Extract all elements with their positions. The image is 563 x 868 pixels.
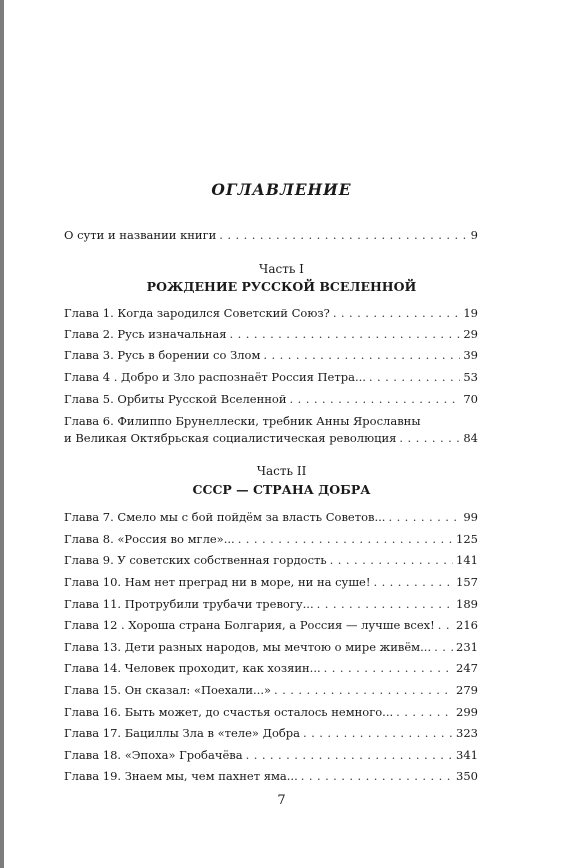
toc-entry-chapter-5[interactable] — [64, 392, 478, 406]
toc-entry-page: 341 — [456, 748, 478, 762]
toc-entry-chapter-6-line1[interactable]: Глава 6. Филиппо Брунеллески, требник Анны Ярославны — [64, 414, 421, 428]
toc-entry-page: 247 — [456, 661, 478, 675]
dot-leader — [274, 683, 453, 697]
dot-leader — [238, 532, 453, 546]
dot-leader — [324, 661, 453, 675]
toc-entry-chapter-17[interactable] — [64, 726, 478, 740]
toc-entry-chapter-10[interactable] — [64, 575, 478, 589]
toc-entry-chapter-4[interactable] — [64, 370, 478, 384]
toc-entry-page: 279 — [456, 683, 478, 697]
page-title: ОГЛАВЛЕНИЕ — [211, 180, 352, 199]
toc-entry-page: 19 — [463, 306, 478, 320]
dot-leader — [303, 726, 453, 740]
dot-leader — [301, 769, 453, 783]
page-edge-rule — [0, 0, 4, 868]
toc-entry-page: 323 — [456, 726, 478, 740]
dot-leader — [434, 640, 453, 654]
toc-entry-text: Глава 19. Знаем мы, чем пахнет яма... — [64, 769, 298, 783]
toc-entry-page: 141 — [456, 553, 478, 567]
toc-entry-page: 39 — [463, 348, 478, 362]
toc-entry-text: Глава 3. Русь в борении со Злом — [64, 348, 261, 362]
part-2-label: Часть II — [256, 464, 307, 478]
dot-leader — [438, 618, 453, 632]
dot-leader — [330, 553, 453, 567]
toc-entry-chapter-18[interactable] — [64, 748, 478, 762]
dot-leader — [230, 327, 461, 341]
toc-entry-page: 216 — [456, 618, 478, 632]
toc-entry-chapter-2[interactable] — [64, 327, 478, 341]
page-number: 7 — [277, 793, 286, 808]
toc-entry-text: Глава 7. Смело мы с бой пойдём за власть Советов... — [64, 510, 386, 524]
toc-entry-text: Глава 5. Орбиты Русской Вселенной — [64, 392, 287, 406]
toc-entry-page: 350 — [456, 769, 478, 783]
toc-entry-text: Глава 18. «Эпоха» Гробачёва — [64, 748, 243, 762]
part-2-title: СССР — СТРАНА ДОБРА — [192, 482, 371, 497]
dot-leader — [396, 705, 453, 719]
toc-entry-chapter-1[interactable] — [64, 306, 478, 320]
toc-entry-page: 29 — [463, 327, 478, 341]
toc-entry-page: 231 — [456, 640, 478, 654]
toc-entry-chapter-9[interactable] — [64, 553, 478, 567]
toc-entry-chapter-8[interactable] — [64, 532, 478, 546]
toc-entry-text: Глава 15. Он сказал: «Поехали...» — [64, 683, 272, 697]
toc-entry-chapter-7[interactable] — [64, 510, 478, 524]
toc-entry-chapter-11[interactable] — [64, 597, 478, 611]
dot-leader — [373, 575, 453, 589]
dot-leader — [333, 306, 461, 320]
part-1-title: РОЖДЕНИЕ РУССКОЙ ВСЕЛЕННОЙ — [146, 279, 417, 294]
toc-entry-text: Глава 11. Протрубили трубачи тревогу... — [64, 597, 314, 611]
toc-entry-page: 99 — [463, 510, 478, 524]
toc-entry-intro[interactable] — [64, 228, 478, 242]
toc-entry-text: Глава 2. Русь изначальная — [64, 327, 227, 341]
toc-entry-page: 70 — [463, 392, 478, 406]
toc-entry-chapter-16[interactable] — [64, 705, 478, 719]
toc-entry-text: Глава 8. «Россия во мгле»... — [64, 532, 235, 546]
toc-entry-chapter-6[interactable] — [64, 431, 478, 445]
part-1-label: Часть I — [259, 262, 304, 276]
toc-entry-page: 299 — [456, 705, 478, 719]
toc-entry-text: Глава 9. У советских собственная гордость — [64, 553, 327, 567]
toc-entry-page: 9 — [470, 228, 478, 242]
toc-entry-text: Глава 13. Дети разных народов, мы мечтою о мире живём... — [64, 640, 432, 654]
toc-entry-text: Глава 16. Быть может, до счастья осталось немного... — [64, 705, 394, 719]
dot-leader — [246, 748, 453, 762]
toc-entry-text: Глава 17. Бациллы Зла в «теле» Добра — [64, 726, 301, 740]
toc-entry-text: О сути и названии книги — [64, 228, 217, 242]
toc-entry-page: 157 — [456, 575, 478, 589]
dot-leader — [399, 431, 460, 445]
toc-entry-chapter-12[interactable] — [64, 618, 478, 632]
toc-entry-text: Глава 10. Нам нет преград ни в море, ни на суше! — [64, 575, 371, 589]
toc-entry-page: 125 — [456, 532, 478, 546]
toc-entry-text: Глава 12 . Хороша страна Болгария, а Россия — лучше всех! — [64, 618, 435, 632]
toc-entry-text: Глава 14. Человек проходит, как хозяин... — [64, 661, 321, 675]
toc-entry-page: 189 — [456, 597, 478, 611]
dot-leader — [289, 392, 460, 406]
toc-entry-chapter-15[interactable] — [64, 683, 478, 697]
toc-entry-text: Глава 4 . Добро и Зло распознаёт Россия Петра... — [64, 370, 366, 384]
toc-entry-text: Глава 1. Когда зародился Советский Союз? — [64, 306, 330, 320]
toc-entry-chapter-13[interactable] — [64, 640, 478, 654]
dot-leader — [369, 370, 460, 384]
dot-leader — [317, 597, 453, 611]
toc-entry-page: 84 — [463, 431, 478, 445]
toc-entry-text: и Великая Октябрьская социалистическая революция — [64, 431, 397, 445]
dot-leader — [388, 510, 460, 524]
toc-entry-page: 53 — [463, 370, 478, 384]
toc-entry-chapter-3[interactable] — [64, 348, 478, 362]
toc-entry-chapter-14[interactable] — [64, 661, 478, 675]
dot-leader — [219, 228, 467, 242]
toc-entry-chapter-19[interactable] — [64, 769, 478, 783]
dot-leader — [263, 348, 460, 362]
